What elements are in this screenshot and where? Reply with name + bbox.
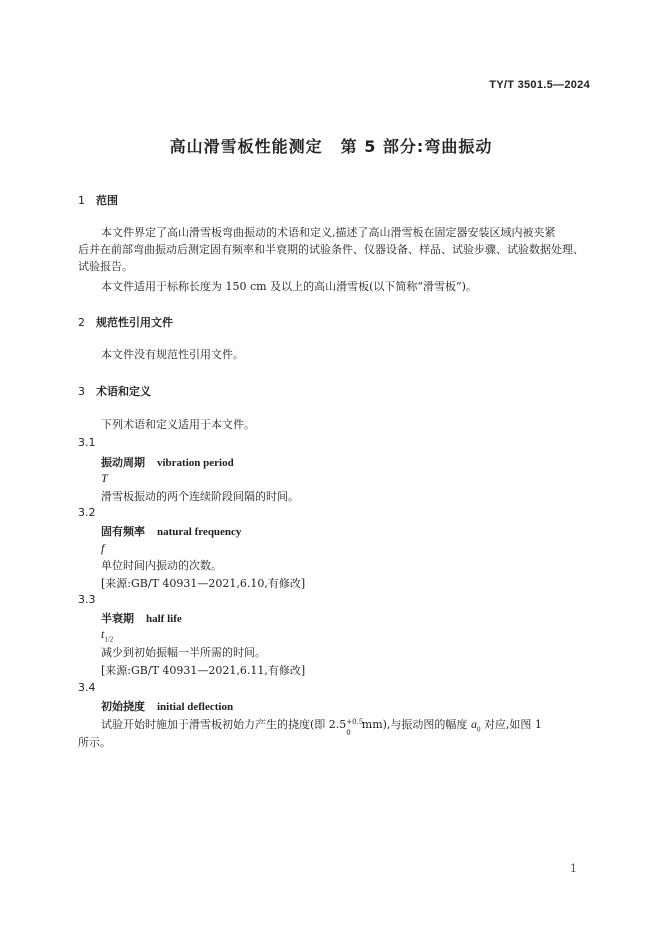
term-number: 3.1	[78, 436, 96, 449]
term-heading	[101, 454, 234, 470]
term-source: [来源:GB/T 40931—2021,6.11,有修改]	[101, 664, 306, 677]
section-number: 2	[78, 316, 85, 329]
term-number: 3.2	[78, 506, 96, 519]
term-symbol: f	[101, 541, 105, 555]
term-heading	[101, 610, 182, 626]
term-zh: 振动周期	[101, 456, 145, 469]
title-part: 第 5 部分:弯曲振动	[340, 137, 493, 156]
term-definition: 单位时间内振动的次数。	[101, 559, 222, 572]
term-symbol	[101, 627, 113, 643]
section-2-heading	[78, 314, 173, 330]
amplitude-symbol	[470, 717, 481, 734]
definition-text: 对应,如图 1	[483, 718, 542, 731]
section-3-intro: 下列术语和定义适用于本文件。	[101, 418, 255, 431]
symbol-base: t	[101, 627, 105, 641]
term-zh: 半衰期	[101, 612, 134, 625]
term-definition: 滑雪板振动的两个连续阶段间隔的时间。	[101, 490, 299, 503]
term-zh: 初始挠度	[101, 700, 145, 713]
term-en: initial deflection	[157, 701, 234, 713]
section-2-para-1: 本文件没有规范性引用文件。	[101, 348, 244, 361]
term-definition-line-2: 所示。	[78, 736, 111, 749]
term-en: vibration period	[157, 457, 234, 469]
section-title: 规范性引用文件	[96, 316, 173, 329]
section-title: 术语和定义	[96, 385, 151, 398]
term-definition: 减少到初始振幅一半所需的时间。	[101, 646, 266, 659]
section-number: 1	[78, 194, 85, 207]
section-3-heading	[78, 383, 151, 399]
page-number: 1	[570, 862, 577, 875]
symbol-subscript: 0	[476, 725, 481, 734]
term-number: 3.4	[78, 681, 96, 694]
term-zh: 固有频率	[101, 525, 145, 538]
tolerance-lower: 0	[346, 729, 351, 737]
symbol-subscript: 1/2	[104, 635, 114, 644]
document-title	[0, 134, 662, 157]
section-1-heading	[78, 192, 118, 208]
title-main: 高山滑雪板性能测定	[169, 137, 323, 156]
term-definition-line-1	[101, 716, 542, 737]
term-heading	[101, 523, 241, 539]
symbol-base: a	[470, 717, 477, 731]
term-heading	[101, 698, 233, 714]
section-number: 3	[78, 385, 85, 398]
term-en: natural frequency	[157, 526, 242, 538]
term-number: 3.3	[78, 593, 96, 606]
term-symbol: T	[101, 471, 108, 485]
section-1-para-1-line-3: 试验报告。	[78, 260, 133, 273]
section-1-para-1-line-2: 后并在前部弯曲振动后测定固有频率和半衰期的试验条件、仪器设备、样品、试验步骤、试验数据处理、	[78, 243, 584, 256]
section-1-para-2: 本文件适用于标称长度为 150 cm 及以上的高山滑雪板(以下简称“滑雪板”)。	[101, 280, 477, 293]
section-title: 范围	[96, 194, 118, 207]
definition-text: 试验开始时施加于滑雪板初始力产生的挠度(即 2.5	[101, 718, 347, 731]
standard-code: TY/T 3501.5—2024	[489, 79, 590, 91]
term-source: [来源:GB/T 40931—2021,6.10,有修改]	[101, 577, 306, 590]
definition-text: mm),与振动图的幅度	[358, 718, 468, 731]
tolerance-upper: +0.5	[346, 718, 364, 726]
section-1-para-1-line-1: 本文件界定了高山滑雪板弯曲振动的术语和定义,描述了高山滑雪板在固定器安装区域内被夹紧	[101, 226, 556, 239]
term-en: half life	[146, 613, 182, 625]
